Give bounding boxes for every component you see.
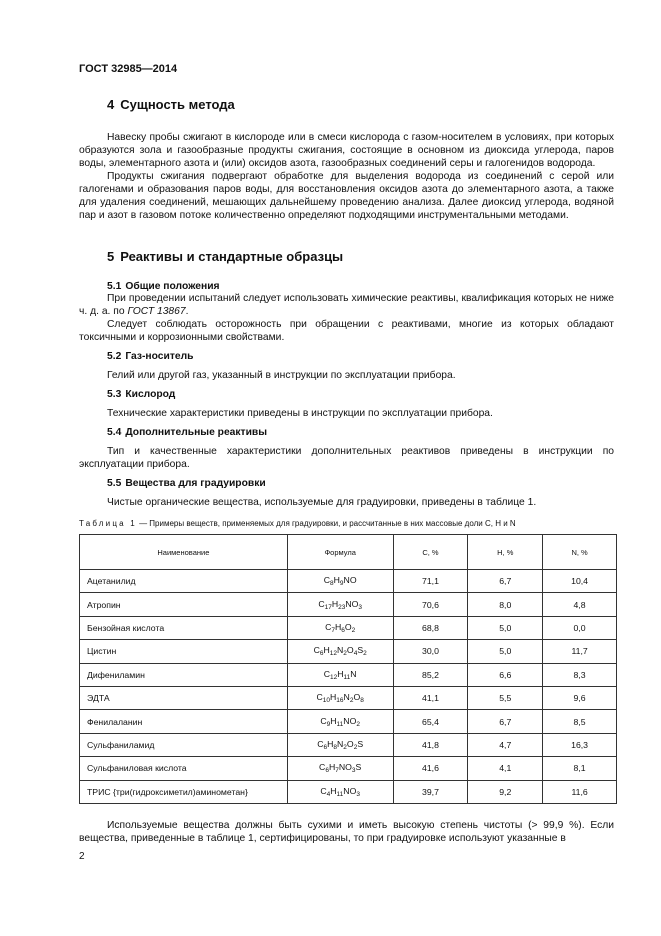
section-4-paragraph-2: Продукты сжигания подвергают обработке для выделения водорода из соединений с серой или галогенами и образования паров воды, для восстановления оксидов азота до элементарного азота, а также для удаления соединений, мешающих дальнейшему проведению анализа. Далее диоксид углерода, водяной пар и азот в газовом потоке количественно определяют подходящими инструментальными методами. [79,171,614,221]
formula-subscript: 11 [343,673,351,681]
cell-c: 70,6 [393,593,468,616]
formula-element: N [350,668,357,679]
cell-c: 68,8 [393,616,468,639]
table-row [80,710,617,733]
table-row [80,616,617,639]
cell-formula [287,616,393,639]
formula-element: S [357,645,364,656]
cell-n: 10,4 [543,570,617,593]
subsection-5-1-number: 5.1 [107,281,122,292]
formula-subscript: 2 [349,697,354,705]
cell-c: 30,0 [393,640,468,663]
formula-subscript: 11 [336,790,344,798]
cell-name: Фенилаланин [80,710,288,733]
header-carbon: C, % [393,535,468,570]
subsection-5-4-title [79,427,614,438]
formula-element: C [313,645,320,656]
formula-subscript: 2 [343,650,347,658]
cell-c: 65,4 [393,710,468,733]
cell-n: 8,3 [543,663,617,686]
subsection-5-3-number: 5.3 [107,389,122,400]
section-4-title-text: Сущность метода [120,97,235,112]
formula-element: N [337,645,344,656]
cell-name: Сульфаниловая кислота [80,757,288,780]
after-table-paragraph: Используемые вещества должны быть сухими и иметь высокую степень чистоты (> 99,9 %). Если вещества, приведенные в таблице 1, сертифицированы, то при градуировке используют указанные в [79,819,614,844]
subsection-5-1-title [79,281,614,292]
cell-name: Цистин [80,640,288,663]
cell-formula [287,570,393,593]
formula-element: C [325,621,332,632]
table-caption-label: Таблица 1 [79,519,137,528]
formula-subscript: 2 [351,626,356,634]
formula-subscript: 12 [329,650,338,658]
table-row [80,640,617,663]
formula-subscript: 2 [353,743,358,751]
cell-c: 41,1 [393,686,468,709]
formula-element: O [346,738,354,749]
formula-subscript: 3 [356,790,360,798]
cell-formula [287,686,393,709]
calibration-substances-table [79,534,617,804]
formula-subscript: 16 [336,697,344,705]
formula-element: O [346,645,354,656]
formula-element: N [337,738,344,749]
subsection-5-5-title-text: Вещества для градуировки [125,478,266,489]
formula-subscript: 10 [322,697,331,705]
cell-n: 0,0 [543,616,617,639]
subsection-5-5-paragraph: Чистые органические вещества, используемые для градуировки, приведены в таблице 1. [107,497,537,508]
formula-element: C [316,692,323,703]
table-row [80,593,617,616]
page-content [79,90,614,845]
cell-name: Сульфаниламид [80,733,288,756]
subsection-5-3-paragraph: Технические характеристики приведены в инструкции по эксплуатации прибора. [107,408,493,419]
formula-subscript: 4 [353,650,358,658]
formula-element: NO [343,785,357,796]
cell-formula [287,593,393,616]
cell-name: Бензойная кислота [80,616,288,639]
header-formula: Формула [287,535,393,570]
formula-subscript: 8 [330,580,334,588]
formula-element: H [331,598,339,609]
formula-subscript: 12 [330,673,338,681]
header-hydrogen: H, % [468,535,543,570]
subsection-5-1-period: . [185,306,189,317]
table-row [80,733,617,756]
formula-subscript: 6 [323,743,328,751]
cell-c: 41,8 [393,733,468,756]
cell-name: ЭДТА [80,686,288,709]
formula-element: H [328,762,336,773]
subsection-5-1-paragraph-2: Следует соблюдать осторожность при обращении с реактивами, многие из которых обладают токсичными и коррозионными свойствами. [79,319,614,343]
formula-subscript: 23 [338,603,346,611]
cell-name: ТРИС {три(гидроксиметил)аминометан} [80,780,288,803]
section-5-title-text: Реактивы и стандартные образцы [120,249,344,264]
formula-subscript: 2 [343,743,347,751]
formula-subscript: 6 [325,767,329,775]
formula-element: H [323,645,330,656]
cell-formula [287,663,393,686]
table-row [80,663,617,686]
formula-subscript: 4 [326,790,331,798]
section-4-number: 4 [107,97,115,112]
formula-element: S [355,762,362,773]
cell-n: 8,1 [543,757,617,780]
section-4-title [79,97,614,112]
cell-h: 4,1 [468,757,543,780]
subsection-5-3-title [79,389,614,400]
formula-element: C [323,575,331,586]
formula-subscript: 8 [333,743,338,751]
section-5-number: 5 [107,249,115,264]
cell-h: 5,0 [468,640,543,663]
formula-element: H [330,715,337,726]
cell-h: 8,0 [468,593,543,616]
subsection-5-3-title-text: Кислород [125,389,176,400]
subsection-5-2-title [79,351,614,362]
table-caption-text: — Примеры веществ, применяемых для градуировки, и рассчитанные в них массовые доли C, H и N [136,519,516,528]
formula-element: H [337,668,344,679]
formula-element: NO [338,762,352,773]
cell-h: 6,6 [468,663,543,686]
subsection-5-4-title-text: Дополнительные реактивы [125,427,268,438]
formula-subscript: 6 [319,650,324,658]
formula-element: C [323,668,331,679]
cell-formula [287,710,393,733]
cell-n: 11,6 [543,780,617,803]
formula-element: H [334,621,342,632]
subsection-5-4-number: 5.4 [107,427,122,438]
formula-subscript: 3 [358,603,362,611]
page-number: 2 [79,851,85,862]
table-caption [79,519,614,528]
formula-element: O [344,621,352,632]
subsection-5-5-title [79,478,614,489]
formula-element: S [357,738,364,749]
cell-h: 4,7 [468,733,543,756]
formula-subscript: 2 [356,720,360,728]
formula-subscript: 2 [363,650,367,658]
table-header-row [80,535,617,570]
formula-subscript: 8 [360,697,364,705]
cell-h: 5,0 [468,616,543,639]
subsection-5-1-text: При проведении испытаний следует использовать химические реактивы, квалификация которых не ниже ч. д. а. по [79,293,614,317]
subsection-5-1-title-text: Общие положения [125,281,220,292]
formula-subscript: 9 [326,720,331,728]
cell-formula [287,640,393,663]
header-nitrogen: N, % [543,535,617,570]
formula-element: C [318,598,325,609]
cell-n: 4,8 [543,593,617,616]
formula-element: C [320,715,327,726]
formula-element: H [330,692,337,703]
formula-element: H [327,738,334,749]
table-row [80,570,617,593]
formula-element: NO [343,715,357,726]
formula-element: N [343,692,350,703]
formula-element: C [320,785,327,796]
cell-n: 9,6 [543,686,617,709]
cell-h: 6,7 [468,710,543,733]
subsection-5-4-paragraph: Тип и качественные характеристики дополнительных реактивов приведены в инструкции по эксплуатации прибора. [79,446,614,470]
cell-name: Атропин [80,593,288,616]
formula-subscript: 6 [341,626,345,634]
table-row [80,780,617,803]
cell-n: 16,3 [543,733,617,756]
formula-subscript: 7 [335,767,339,775]
gost-reference-link[interactable]: ГОСТ 13867 [127,306,186,317]
header-name: Наименование [80,535,288,570]
formula-element: NO [345,598,359,609]
formula-subscript: 11 [336,720,344,728]
cell-n: 11,7 [543,640,617,663]
table-row [80,757,617,780]
subsection-5-2-number: 5.2 [107,351,122,362]
cell-name: Дифениламин [80,663,288,686]
formula-subscript: 17 [324,603,332,611]
formula-subscript: 7 [331,626,335,634]
cell-h: 6,7 [468,570,543,593]
cell-formula [287,733,393,756]
table-row [80,686,617,709]
cell-n: 8,5 [543,710,617,733]
cell-c: 71,1 [393,570,468,593]
section-4-paragraph-1: Навеску пробы сжигают в кислороде или в смеси кислорода с газом-носителем в условиях, при которых образуются зола и газообразные продукты сжигания, состоящие в основном из диоксида углерода, паров воды, элементарного азота и (или) оксидов азота, газообразных соединений серы и галогенидов водорода. [79,132,614,169]
formula-element: NO [343,575,357,586]
formula-subscript: 9 [339,580,344,588]
cell-h: 9,2 [468,780,543,803]
cell-formula [287,757,393,780]
subsection-5-2-paragraph: Гелий или другой газ, указанный в инструкции по эксплуатации прибора. [107,370,456,381]
cell-h: 5,5 [468,686,543,709]
cell-formula [287,780,393,803]
table-body [80,570,617,804]
running-header: ГОСТ 32985—2014 [79,63,178,75]
subsection-5-5-number: 5.5 [107,478,122,489]
cell-c: 39,7 [393,780,468,803]
formula-element: C [317,738,324,749]
cell-name: Ацетанилид [80,570,288,593]
cell-c: 41,6 [393,757,468,780]
section-5-title [79,249,614,264]
formula-element: O [353,692,361,703]
formula-subscript: 3 [351,767,356,775]
formula-element: C [319,762,326,773]
cell-c: 85,2 [393,663,468,686]
formula-element: H [333,575,340,586]
subsection-5-1-paragraph-1 [79,292,614,318]
formula-element: H [330,785,337,796]
subsection-5-2-title-text: Газ-носитель [125,351,194,362]
